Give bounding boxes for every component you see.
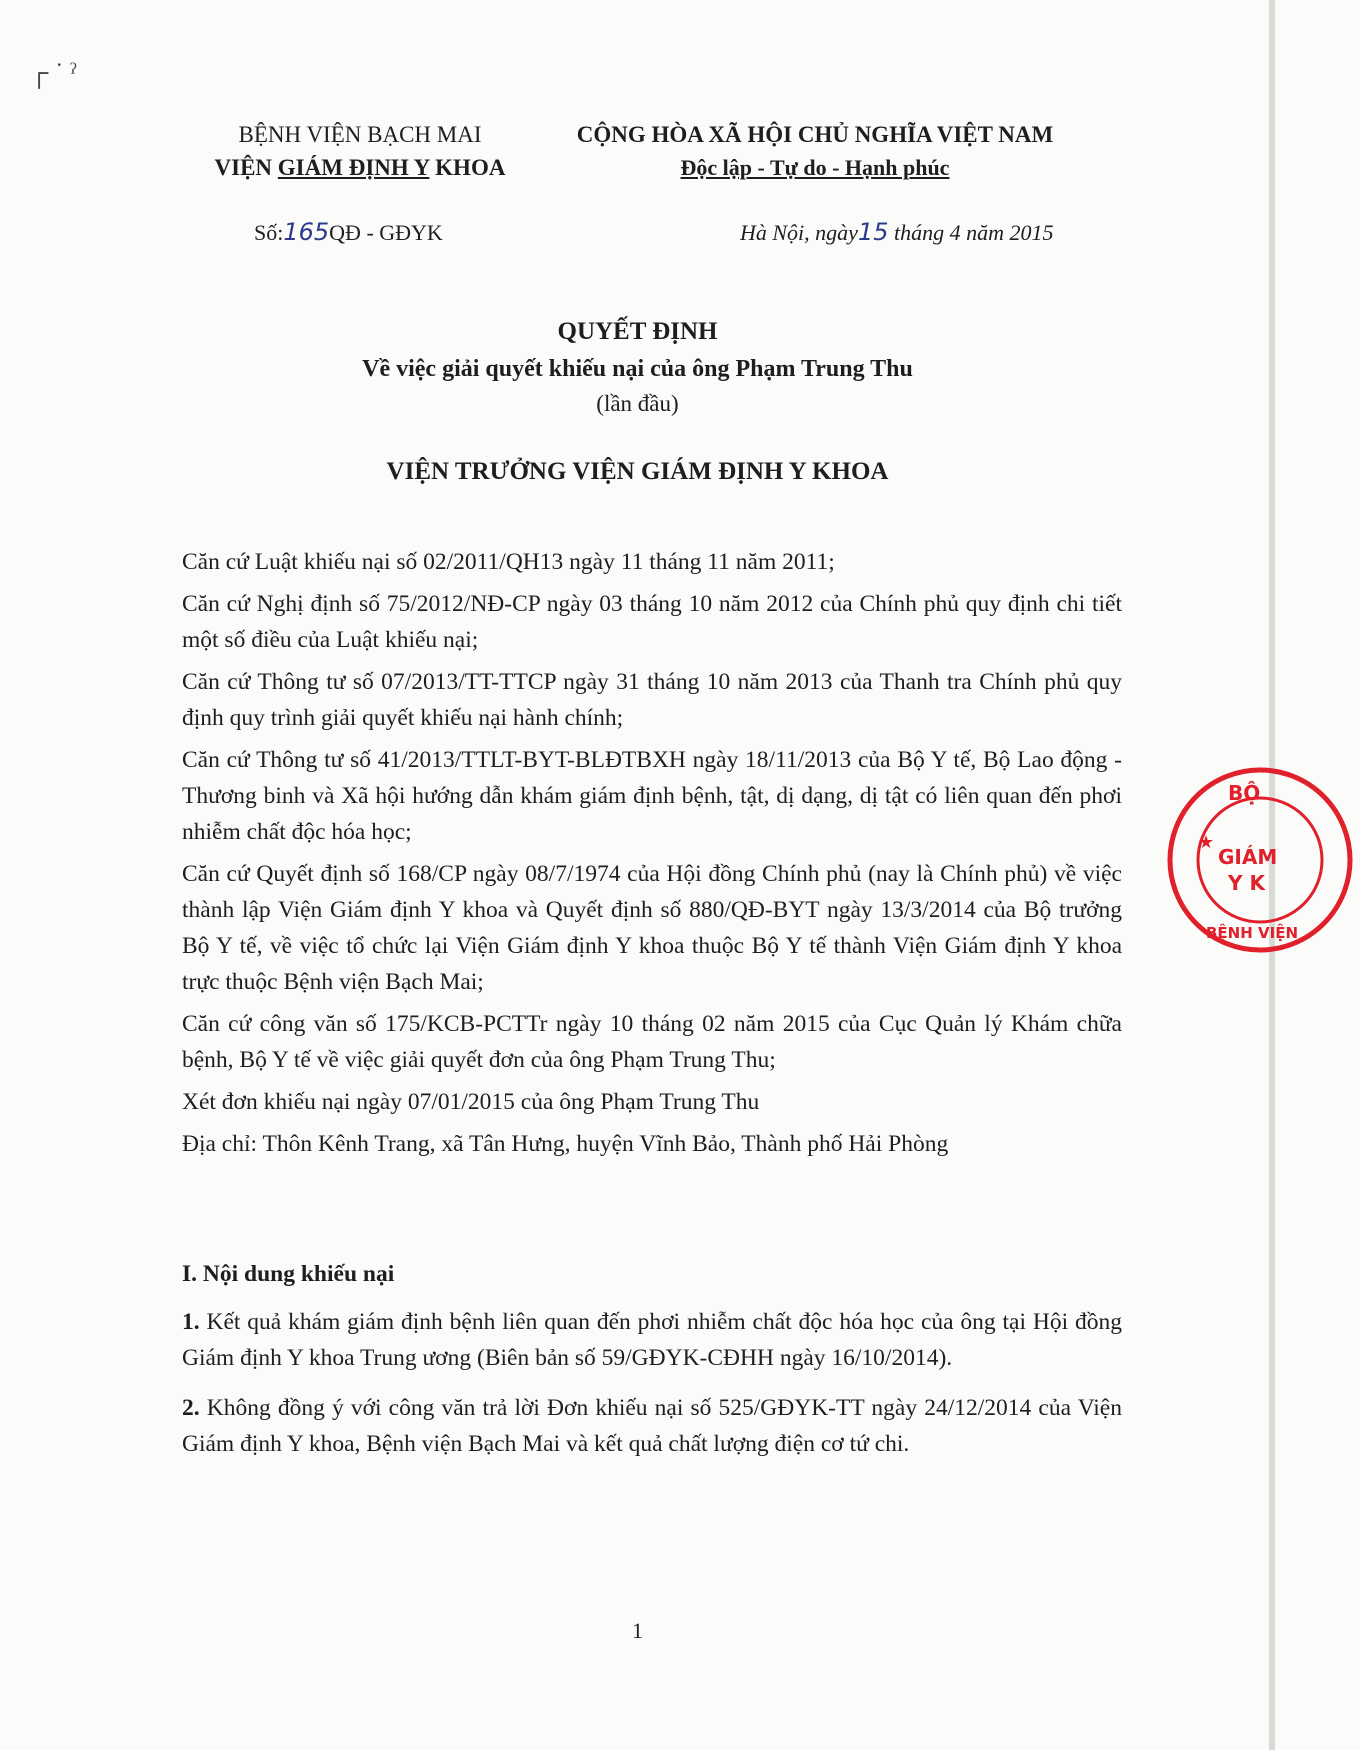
seal-text-top: BỘ [1228, 781, 1261, 805]
hospital-name: BỆNH VIỆN BẠCH MAI [238, 122, 482, 147]
ground-item: Căn cứ Thông tư số 07/2013/TT-TTCP ngày 31 tháng 10 năm 2013 của Thanh tra Chính phủ quy định quy trình giải quyết khiếu nại hành chính; [182, 669, 1122, 731]
handwritten-number: 165 [283, 218, 330, 246]
national-motto: Độc lập - Tự do - Hạnh phúc [680, 155, 950, 180]
complaint-item: 2. Không đồng ý với công văn trả lời Đơn khiếu nại số 525/GĐYK-TT ngày 24/12/2014 của Viện Giám định Y khoa, Bệnh viện Bạch Mai và kết quả chất lượng điện cơ tứ chi. [182, 1395, 1122, 1457]
national-header [545, 118, 1085, 184]
ground-item: Xét đơn khiếu nại ngày 07/01/2015 của ông Phạm Trung Thu [182, 1089, 760, 1115]
issuer-header [180, 118, 540, 184]
seal-text-mid: GIÁM [1218, 845, 1278, 869]
country-name: CỘNG HÒA XÃ HỘI CHỦ NGHĨA VIỆT NAM [576, 122, 1054, 147]
complaint-section [182, 1256, 1122, 1462]
decision-subject: Về việc giải quyết khiếu nại của ông Phạm Trung Thu [362, 356, 913, 382]
legal-grounds [182, 544, 1122, 1162]
seal-text-bottom: Y K [1228, 871, 1265, 895]
document-number: Số:165QĐ - GĐYK [254, 218, 443, 246]
ground-item: Căn cứ Nghị định số 75/2012/NĐ-CP ngày 03 tháng 10 năm 2012 của Chính phủ quy định chi tiết một số điều của Luật khiếu nại; [182, 591, 1122, 653]
institute-name: VIỆN GIÁM ĐỊNH Y KHOA [214, 155, 506, 180]
seal-text-arc: BỆNH VIỆN [1206, 924, 1298, 942]
issue-date: Hà Nội, ngày15 tháng 4 năm 2015 [740, 218, 1054, 246]
official-seal [1160, 760, 1360, 960]
ground-item: Địa chỉ: Thôn Kênh Trang, xã Tân Hưng, huyện Vĩnh Bảo, Thành phố Hải Phòng [182, 1131, 949, 1157]
ground-item: Căn cứ Luật khiếu nại số 02/2011/QH13 ngày 11 tháng 11 năm 2011; [182, 549, 835, 575]
scan-mark: ┌ ˙ ˀ [30, 58, 77, 87]
ground-item: Căn cứ Thông tư số 41/2013/TTLT-BYT-BLĐTBXH ngày 18/11/2013 của Bộ Y tế, Bộ Lao động - Thương binh và Xã hội hướng dẫn khám giám định bệnh, tật, dị dạng, dị tật có liên quan đến phơi nhiễm chất độc hóa học; [182, 747, 1122, 845]
ground-item: Căn cứ Quyết định số 168/CP ngày 08/7/1974 của Hội đồng Chính phủ (nay là Chính phủ) về việc thành lập Viện Giám định Y khoa và Quyết định số 880/QĐ-BYT ngày 13/3/2014 của Bộ trưởng Bộ Y tế, về việc tổ chức lại Viện Giám định Y khoa thuộc Bộ Y tế thành Viện Giám định Y khoa trực thuộc Bệnh viện Bạch Mai; [182, 861, 1122, 995]
ground-item: Căn cứ công văn số 175/KCB-PCTTr ngày 10 tháng 02 năm 2015 của Cục Quản lý Khám chữa bệnh, Bộ Y tế về việc giải quyết đơn của ông Phạm Trung Thu; [182, 1011, 1122, 1073]
seal-star-icon: ★ [1198, 832, 1215, 852]
decision-title: QUYẾT ĐỊNH [557, 318, 718, 345]
authority-title: VIỆN TRƯỞNG VIỆN GIÁM ĐỊNH Y KHOA [386, 458, 889, 485]
decision-note: (lần đầu) [596, 391, 679, 416]
institute-underlined: GIÁM ĐỊNH Y [277, 155, 430, 180]
handwritten-day: 15 [857, 218, 889, 246]
page-number: 1 [632, 1618, 643, 1643]
section-heading: I. Nội dung khiếu nại [182, 1261, 395, 1287]
complaint-item: 1. Kết quả khám giám định bệnh liên quan đến phơi nhiễm chất độc hóa học của ông tại Hội đồng Giám định Y khoa Trung ương (Biên bản số 59/GĐYK-CĐHH ngày 16/10/2014). [182, 1309, 1122, 1371]
